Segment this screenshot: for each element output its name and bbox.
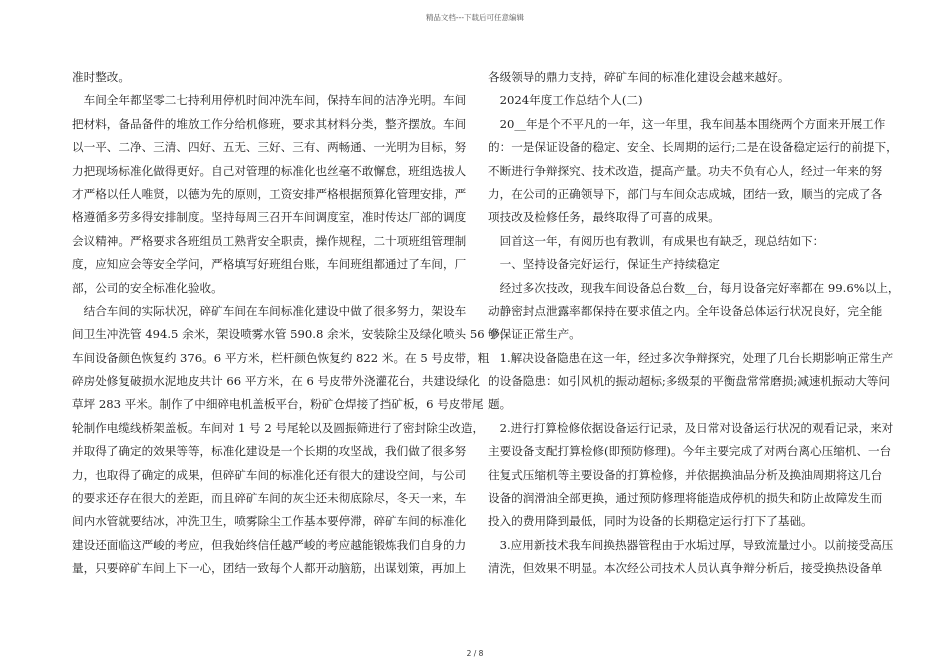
text-line: 以一平、二净、三清、四好、五无、三好、三有、两畅通、一光明为目标，努 — [72, 140, 467, 155]
text-line: 会议精神。严格要求各班组员工熟背安全职责，操作规程，二十项班组管理制 — [72, 233, 467, 248]
text-line: 够保证正常生产。 — [488, 327, 581, 342]
text-line: 的要求还存在很大的差距，而且碎矿车间的灰尘还未彻底除尽，冬天一来，车 — [72, 491, 467, 506]
text-line: 2024年度工作总结个人(二) — [488, 93, 643, 108]
text-line: 力把现场标准化做得更好。自己对管理的标准化也丝毫不敢懈怠，班组选拔人 — [72, 163, 467, 178]
text-line: 格遵循多劳多得安排制度。坚持每周三召开车间调度室，准时传达厂部的调度 — [72, 210, 467, 225]
text-line: 不断进行争辩探究、技术改造，提高产量。功夫不负有心人，经过一年来的努 — [488, 163, 883, 178]
text-line: 各级领导的鼎力支持，碎矿车间的标准化建设会越来越好。 — [488, 70, 790, 84]
text-line: 车间设备颜色恢复约 376。6 平方米，栏杆颜色恢复约 822 米。在 5 号皮带，粗 — [72, 350, 490, 365]
left-column — [72, 66, 512, 581]
text-line: 设备的润滑油全部更换，通过预防修理将能造成停机的损失和防止故障发生而 — [488, 491, 883, 506]
text-line: 轮制作电缆线桥架盖板。车间对 1 号 2 号尾轮以及圆振筛进行了密封除尘改造， — [72, 420, 485, 435]
text-line: 投入的费用降到最低，同时为设备的长期稳定运行打下了基础。 — [488, 514, 813, 529]
text-line: 项技改及检修任务，最终取得了可喜的成果。 — [488, 210, 720, 225]
text-line: 间内水管就要结冰，冲洗卫生，喷雾除尘工作基本要停滞，碎矿车间的标准化 — [72, 514, 467, 529]
text-line: 往复式压缩机等主要设备的打算检修，并依据换油品分析及换油周期将这几台 — [488, 467, 883, 482]
text-line: 20__年是个不平凡的一年，这一年里，我车间基本围绕两个方面来开展工作 — [488, 116, 886, 131]
text-line: 建设还面临这严峻的考应，但我始终信任越严峻的考应越能锻炼我们自身的力 — [72, 537, 467, 552]
text-line: 碎房处修复破损水泥地皮共计 66 平方米，在 6 号皮带外浇灌花台，共建设绿化 — [72, 374, 480, 389]
text-line: 动静密封点泄露率都保持在要求值之内。全年设备总体运行状况良好，完全能 — [488, 303, 883, 318]
text-line: 并取得了确定的效果等等，标准化建设是一个长期的攻坚战，我们做了很多努 — [72, 444, 467, 459]
text-line: 3.应用新技术我车间换热器管程由于水垢过厚，导致流量过小。以前接受高压 — [488, 537, 894, 552]
text-line: 结合车间的实际状况，碎矿车间在车间标准化建设中做了很多努力，架设车 — [72, 303, 467, 318]
text-line: 主要设备支配打算检修(即预防修理)。今年主要完成了对两台离心压缩机、一台 — [488, 444, 892, 459]
text-line: 回首这一年，有阅历也有教训，有成果也有缺乏，现总结如下： — [488, 233, 825, 248]
text-line: 清洗，但效果不明显。本次经公司技术人员认真争辩分析后，接受换热设备单 — [488, 561, 883, 576]
text-line: 的设备隐患：如引风机的振动超标;多级泵的平衡盘常常磨损;减速机振动大等问 — [488, 374, 891, 389]
text-line: 间卫生冲洗管 494.5 余米，架设喷雾水管 590.8 余米，安装除尘及绿化喷头 56 个， — [72, 327, 512, 342]
text-line: 把材料，备品备件的堆放工作分给机修班，要求其材料分类，整齐摆放。车间 — [72, 116, 467, 131]
text-line: 一、坚持设备完好运行，保证生产持续稳定 — [488, 257, 720, 272]
text-line: 度，应知应会等安全学问，严格填写好班组台账，车间班组都通过了车间，厂 — [72, 257, 467, 272]
right-column — [488, 66, 900, 581]
text-line: 2.进行打算检修依据设备运行记录，及日常对设备运行状况的观看记录，来对 — [488, 420, 894, 435]
text-line: 1.解决设备隐患在这一年，经过多次争辩探究，处理了几台长期影响正常生产 — [488, 350, 894, 365]
text-line: 车间全年都坚零二七持利用停机时间冲洗车间，保持车间的洁净光明。车间 — [72, 93, 467, 108]
text-line: 的：一是保证设备的稳定、安全、长周期的运行;二是在设备稳定运行的前提下， — [488, 140, 898, 155]
text-line: 部，公司的安全标准化验收。 — [72, 280, 223, 295]
text-line: 经过多次技改，现我车间设备总台数__台，每月设备完好率都在 99.6%以上， — [488, 280, 900, 295]
text-line: 力，在公司的正确领导下，部门与车间众志成城，团结一致，顺当的完成了各 — [488, 186, 883, 201]
text-line: 题。 — [488, 397, 512, 412]
text-line: 才严格以任人唯贤，以德为先的原则，工资安排严格根据预算化管理安排，严 — [72, 186, 467, 201]
page-header: 精品文档---下载后可任意编辑 — [425, 13, 525, 22]
page-number: 2 / 8 — [466, 649, 484, 658]
text-line: 力，也取得了确定的成果，但碎矿车间的标准化还有很大的建设空间，与公司 — [72, 467, 467, 482]
text-line: 准时整改。 — [72, 70, 130, 84]
text-line: 量，只要碎矿车间上下一心，团结一致每个人都开动脑筋，出谋划策，再加上 — [72, 561, 467, 576]
text-line: 草坪 283 平米。制作了中细碎电机盖板平台，粉矿仓焊接了挡矿板，6 号皮带尾 — [72, 397, 484, 412]
